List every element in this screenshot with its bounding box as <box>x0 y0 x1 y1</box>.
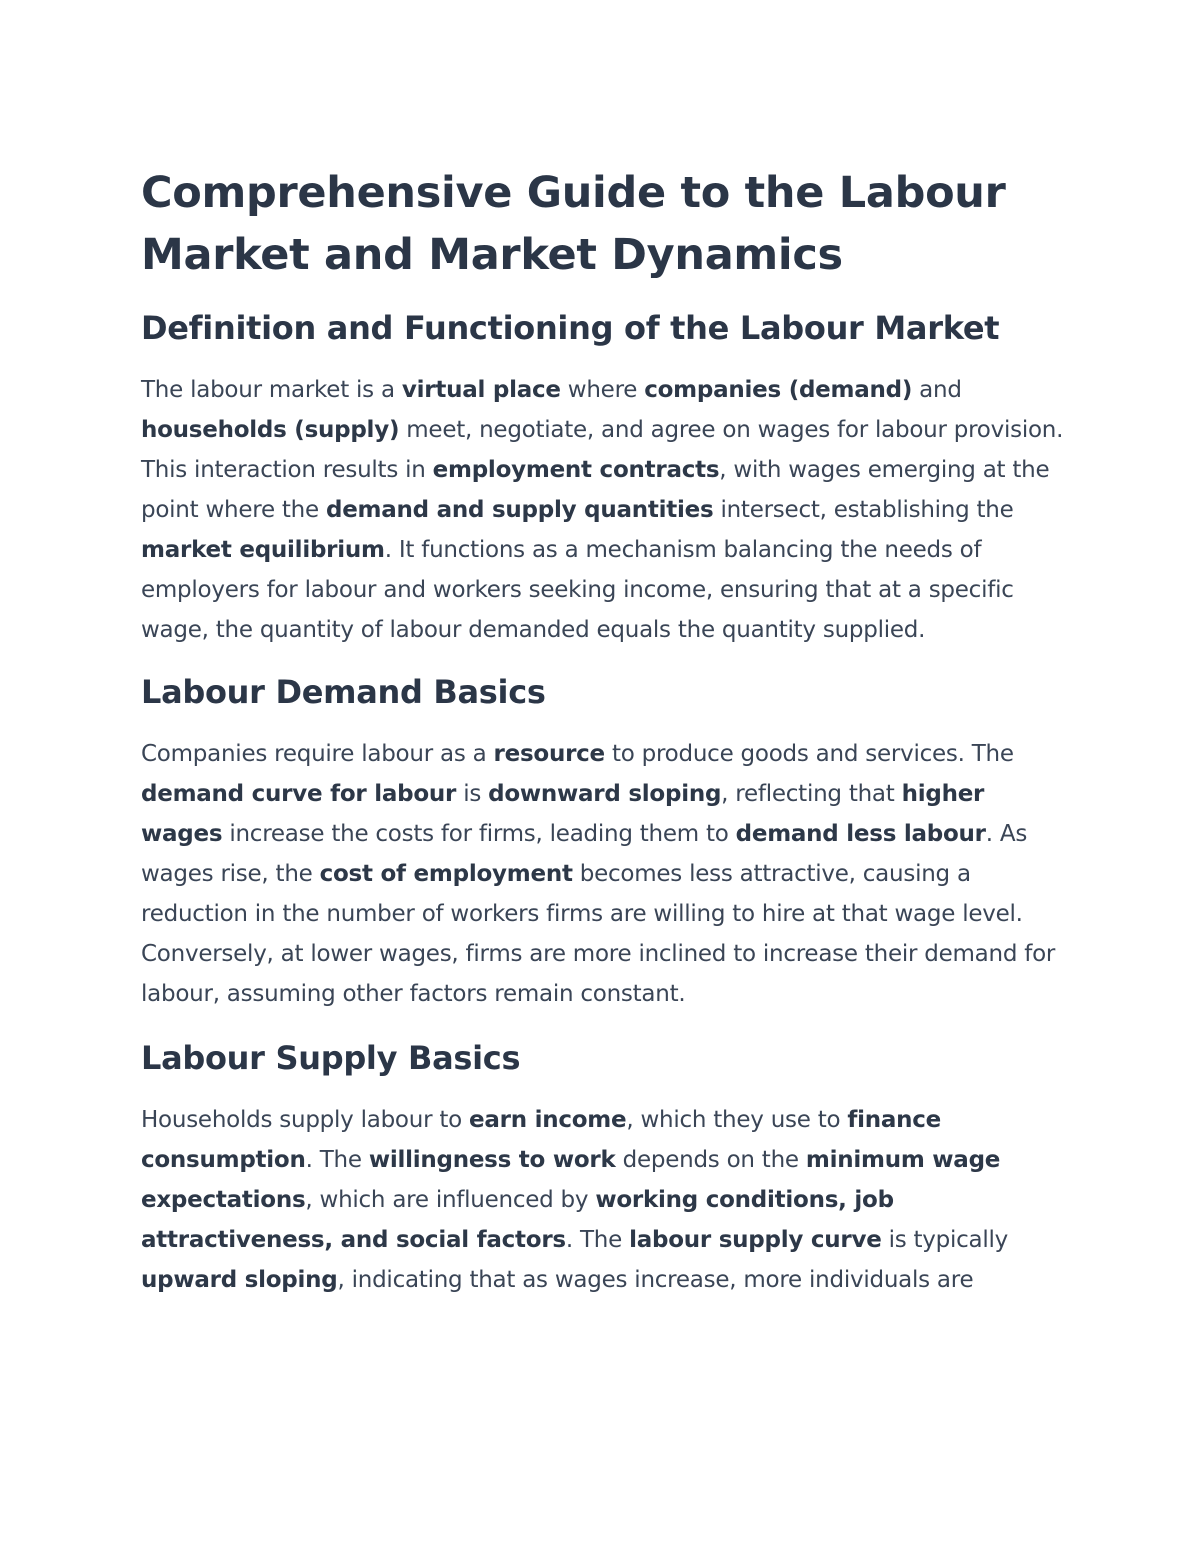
section-paragraph-labour-demand <box>141 734 1071 1014</box>
bold-term: market equilibrium <box>141 537 385 563</box>
text-run: is typically <box>881 1227 1009 1253</box>
document-page <box>141 162 1071 1300</box>
text-run: and <box>912 377 962 403</box>
bold-term: cost of employment <box>319 861 573 887</box>
bold-term: earn income <box>468 1107 627 1133</box>
text-run: where <box>560 377 645 403</box>
section-paragraph-labour-supply <box>141 1100 1071 1300</box>
text-run: . It functions as a mechanism balancing the needs of employers for labour and workers seeking income, ensuring that at a specific wage, the quantity of labour demanded equals the quantity supplied. <box>141 537 1014 643</box>
text-run: , which are influenced by <box>305 1187 596 1213</box>
bold-term: virtual place <box>401 377 561 403</box>
bold-term: demand and supply quantities <box>325 497 714 523</box>
text-run: , which they use to <box>626 1107 848 1133</box>
section-heading-labour-supply: Labour Supply Basics <box>141 1039 521 1077</box>
bold-term: resource <box>493 741 605 767</box>
bold-term: finance consumption <box>141 1107 942 1173</box>
section-heading-definition: Definition and Functioning of the Labour Market <box>141 309 1000 347</box>
bold-term: companies (demand) <box>644 377 913 403</box>
text-run: , indicating that as wages increase, more individuals are <box>337 1267 974 1293</box>
bold-term: willingness to work <box>368 1147 616 1173</box>
text-run: . The <box>565 1227 630 1253</box>
text-run: increase the costs for firms, leading them to <box>222 821 736 847</box>
text-run: becomes less attractive, causing a reduction in the number of workers firms are willing to hire at that wage level. Conversely, at lower wages, firms are more inclined to increase their demand for labour, assuming other factors remain constant. <box>141 861 1056 1007</box>
bold-term: higher wages <box>141 781 985 847</box>
bold-term: downward sloping <box>488 781 722 807</box>
bold-term: upward sloping <box>141 1267 338 1293</box>
bold-term: working conditions, job attractiveness, and social factors <box>141 1187 894 1253</box>
bold-term: demand curve for labour <box>141 781 457 807</box>
text-run: Companies require labour as a <box>141 741 494 767</box>
document-title: Comprehensive Guide to the Labour Market and Market Dynamics <box>141 168 1006 280</box>
text-run: meet, negotiate, and agree on wages for labour provision. This interaction results in <box>141 417 1064 483</box>
bold-term: labour supply curve <box>629 1227 882 1253</box>
bold-term: demand less labour <box>735 821 986 847</box>
text-run: . As wages rise, the <box>141 821 1028 887</box>
text-run: to produce goods and services. The <box>604 741 1014 767</box>
bold-term: minimum wage expectations <box>141 1147 1001 1213</box>
section-paragraph-definition <box>141 370 1071 650</box>
text-run: depends on the <box>615 1147 806 1173</box>
bold-term: employment contracts <box>432 457 720 483</box>
bold-term: households (supply) <box>141 417 400 443</box>
text-run: intersect, establishing the <box>713 497 1014 523</box>
text-run: . The <box>305 1147 369 1173</box>
text-run: is <box>456 781 489 807</box>
text-run: The labour market is a <box>141 377 402 403</box>
text-run: , with wages emerging at the point where the <box>141 457 1050 523</box>
text-run: , reflecting that <box>721 781 902 807</box>
section-heading-labour-demand: Labour Demand Basics <box>141 673 546 711</box>
text-run: Households supply labour to <box>141 1107 469 1133</box>
